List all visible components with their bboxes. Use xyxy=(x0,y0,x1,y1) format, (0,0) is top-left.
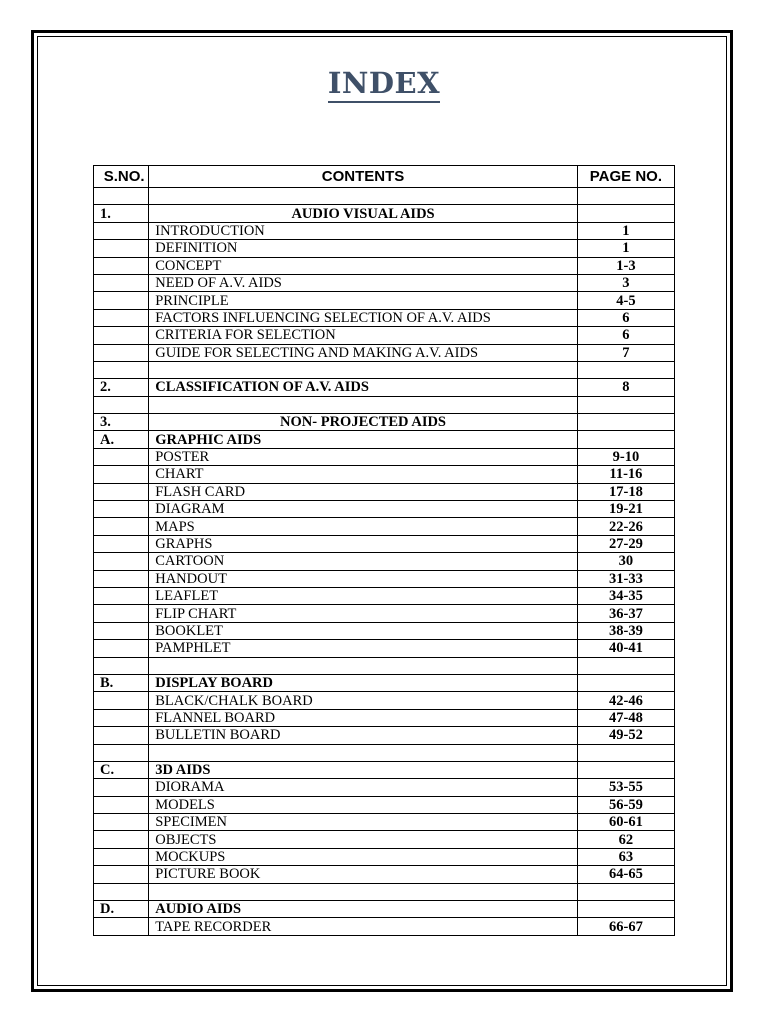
table-row xyxy=(94,657,675,674)
table-row xyxy=(94,483,675,500)
contents-cell: GRAPHS xyxy=(149,535,578,552)
sno-cell xyxy=(94,657,149,674)
table-row xyxy=(94,379,675,396)
contents-cell: POSTER xyxy=(149,448,578,465)
table-row xyxy=(94,344,675,361)
page-number-cell: 31-33 xyxy=(577,570,674,587)
sno-cell xyxy=(94,188,149,205)
page-title-text: INDEX xyxy=(328,66,440,103)
contents-cell: CONCEPT xyxy=(149,257,578,274)
page-number-cell: 38-39 xyxy=(577,622,674,639)
contents-cell: PAMPHLET xyxy=(149,640,578,657)
page-number-cell: 56-59 xyxy=(577,796,674,813)
page-number-cell xyxy=(577,431,674,448)
contents-cell: DIAGRAM xyxy=(149,501,578,518)
sno-cell xyxy=(94,292,149,309)
page-number-cell xyxy=(577,883,674,900)
table-row xyxy=(94,240,675,257)
sno-cell: 3. xyxy=(94,414,149,431)
sno-cell xyxy=(94,709,149,726)
table-row xyxy=(94,553,675,570)
table-row xyxy=(94,501,675,518)
contents-cell: DEFINITION xyxy=(149,240,578,257)
table-row xyxy=(94,327,675,344)
sno-cell xyxy=(94,814,149,831)
table-row xyxy=(94,709,675,726)
table-row xyxy=(94,848,675,865)
contents-cell: MAPS xyxy=(149,518,578,535)
contents-cell: LEAFLET xyxy=(149,587,578,604)
sno-cell xyxy=(94,727,149,744)
sno-cell xyxy=(94,240,149,257)
page-number-cell: 62 xyxy=(577,831,674,848)
page-number-cell xyxy=(577,188,674,205)
sno-cell xyxy=(94,848,149,865)
sno-cell xyxy=(94,448,149,465)
contents-cell xyxy=(149,361,578,378)
table-row xyxy=(94,414,675,431)
sno-cell xyxy=(94,257,149,274)
sno-cell: B. xyxy=(94,674,149,691)
sno-cell xyxy=(94,361,149,378)
table-row xyxy=(94,640,675,657)
sno-cell xyxy=(94,222,149,239)
sno-cell xyxy=(94,327,149,344)
page-number-cell: 42-46 xyxy=(577,692,674,709)
page-number-cell: 17-18 xyxy=(577,483,674,500)
contents-cell: CRITERIA FOR SELECTION xyxy=(149,327,578,344)
contents-cell: MOCKUPS xyxy=(149,848,578,865)
page-number-cell: 3 xyxy=(577,274,674,291)
sno-cell xyxy=(94,622,149,639)
page-number-cell: 53-55 xyxy=(577,779,674,796)
contents-cell: CARTOON xyxy=(149,553,578,570)
table-row xyxy=(94,448,675,465)
index-table xyxy=(93,165,675,936)
sno-cell xyxy=(94,309,149,326)
table-row xyxy=(94,222,675,239)
sno-cell xyxy=(94,587,149,604)
index-table-body xyxy=(94,188,675,936)
page-number-cell: 64-65 xyxy=(577,866,674,883)
contents-cell: PRINCIPLE xyxy=(149,292,578,309)
contents-cell xyxy=(149,744,578,761)
contents-cell: GUIDE FOR SELECTING AND MAKING A.V. AIDS xyxy=(149,344,578,361)
table-row xyxy=(94,866,675,883)
contents-cell: CHART xyxy=(149,466,578,483)
sno-cell: 1. xyxy=(94,205,149,222)
table-row xyxy=(94,396,675,413)
table-row xyxy=(94,518,675,535)
page-number-cell: 63 xyxy=(577,848,674,865)
page-number-cell: 7 xyxy=(577,344,674,361)
page-number-cell: 9-10 xyxy=(577,448,674,465)
contents-cell: FLANNEL BOARD xyxy=(149,709,578,726)
sno-cell xyxy=(94,553,149,570)
page-number-cell xyxy=(577,761,674,778)
page-number-cell xyxy=(577,657,674,674)
table-row xyxy=(94,570,675,587)
sno-cell xyxy=(94,779,149,796)
contents-cell: AUDIO VISUAL AIDS xyxy=(149,205,578,222)
contents-cell: GRAPHIC AIDS xyxy=(149,431,578,448)
table-header-row xyxy=(94,166,675,188)
table-row xyxy=(94,431,675,448)
page-number-cell: 30 xyxy=(577,553,674,570)
page-number-cell: 19-21 xyxy=(577,501,674,518)
contents-cell: DIORAMA xyxy=(149,779,578,796)
table-row xyxy=(94,761,675,778)
table-row xyxy=(94,188,675,205)
sno-cell xyxy=(94,483,149,500)
sno-cell xyxy=(94,518,149,535)
sno-cell xyxy=(94,918,149,935)
contents-cell xyxy=(149,188,578,205)
page-number-cell: 27-29 xyxy=(577,535,674,552)
page-number-cell: 22-26 xyxy=(577,518,674,535)
sno-cell xyxy=(94,570,149,587)
header-contents: CONTENTS xyxy=(149,166,578,188)
table-row xyxy=(94,796,675,813)
table-row xyxy=(94,883,675,900)
table-row xyxy=(94,692,675,709)
table-row xyxy=(94,587,675,604)
table-row xyxy=(94,205,675,222)
page-number-cell: 34-35 xyxy=(577,587,674,604)
sno-cell: D. xyxy=(94,901,149,918)
page-number-cell: 49-52 xyxy=(577,727,674,744)
page-number-cell: 60-61 xyxy=(577,814,674,831)
page-number-cell: 6 xyxy=(577,327,674,344)
page-number-cell xyxy=(577,396,674,413)
contents-cell: TAPE RECORDER xyxy=(149,918,578,935)
table-row xyxy=(94,274,675,291)
page-number-cell: 11-16 xyxy=(577,466,674,483)
contents-cell: CLASSIFICATION OF A.V. AIDS xyxy=(149,379,578,396)
page-number-cell: 40-41 xyxy=(577,640,674,657)
table-row xyxy=(94,466,675,483)
table-row xyxy=(94,744,675,761)
table-row xyxy=(94,292,675,309)
contents-cell: INTRODUCTION xyxy=(149,222,578,239)
contents-cell: NEED OF A.V. AIDS xyxy=(149,274,578,291)
header-sno: S.NO. xyxy=(94,166,149,188)
table-row xyxy=(94,674,675,691)
table-row xyxy=(94,257,675,274)
contents-cell: BOOKLET xyxy=(149,622,578,639)
page-number-cell xyxy=(577,414,674,431)
contents-cell: DISPLAY BOARD xyxy=(149,674,578,691)
table-row xyxy=(94,901,675,918)
contents-cell xyxy=(149,657,578,674)
page-number-cell xyxy=(577,744,674,761)
page-number-cell: 1-3 xyxy=(577,257,674,274)
page-number-cell xyxy=(577,901,674,918)
table-row xyxy=(94,779,675,796)
contents-cell xyxy=(149,396,578,413)
sno-cell: 2. xyxy=(94,379,149,396)
contents-cell: MODELS xyxy=(149,796,578,813)
header-page-no: PAGE NO. xyxy=(577,166,674,188)
sno-cell xyxy=(94,866,149,883)
contents-cell: FLIP CHART xyxy=(149,605,578,622)
table-row xyxy=(94,918,675,935)
page-number-cell: 36-37 xyxy=(577,605,674,622)
table-row xyxy=(94,535,675,552)
sno-cell xyxy=(94,605,149,622)
sno-cell xyxy=(94,501,149,518)
page-number-cell: 1 xyxy=(577,222,674,239)
contents-cell: AUDIO AIDS xyxy=(149,901,578,918)
sno-cell xyxy=(94,831,149,848)
sno-cell xyxy=(94,640,149,657)
table-row xyxy=(94,605,675,622)
contents-cell xyxy=(149,883,578,900)
sno-cell xyxy=(94,274,149,291)
sno-cell xyxy=(94,744,149,761)
page-number-cell xyxy=(577,674,674,691)
contents-cell: OBJECTS xyxy=(149,831,578,848)
page-number-cell: 4-5 xyxy=(577,292,674,309)
contents-cell: PICTURE BOOK xyxy=(149,866,578,883)
page-number-cell: 66-67 xyxy=(577,918,674,935)
sno-cell xyxy=(94,796,149,813)
table-row xyxy=(94,831,675,848)
table-row xyxy=(94,361,675,378)
table-row xyxy=(94,814,675,831)
contents-cell: FLASH CARD xyxy=(149,483,578,500)
page-number-cell: 47-48 xyxy=(577,709,674,726)
page-title xyxy=(0,66,768,100)
sno-cell xyxy=(94,692,149,709)
contents-cell: NON- PROJECTED AIDS xyxy=(149,414,578,431)
page-number-cell: 1 xyxy=(577,240,674,257)
page-number-cell xyxy=(577,361,674,378)
page-number-cell: 8 xyxy=(577,379,674,396)
contents-cell: BULLETIN BOARD xyxy=(149,727,578,744)
contents-cell: HANDOUT xyxy=(149,570,578,587)
sno-cell xyxy=(94,344,149,361)
contents-cell: BLACK/CHALK BOARD xyxy=(149,692,578,709)
table-row xyxy=(94,309,675,326)
table-row xyxy=(94,622,675,639)
table-row xyxy=(94,727,675,744)
sno-cell: C. xyxy=(94,761,149,778)
contents-cell: FACTORS INFLUENCING SELECTION OF A.V. AIDS xyxy=(149,309,578,326)
contents-cell: 3D AIDS xyxy=(149,761,578,778)
sno-cell xyxy=(94,466,149,483)
contents-cell: SPECIMEN xyxy=(149,814,578,831)
sno-cell xyxy=(94,883,149,900)
sno-cell: A. xyxy=(94,431,149,448)
page-number-cell xyxy=(577,205,674,222)
sno-cell xyxy=(94,396,149,413)
page-number-cell: 6 xyxy=(577,309,674,326)
sno-cell xyxy=(94,535,149,552)
